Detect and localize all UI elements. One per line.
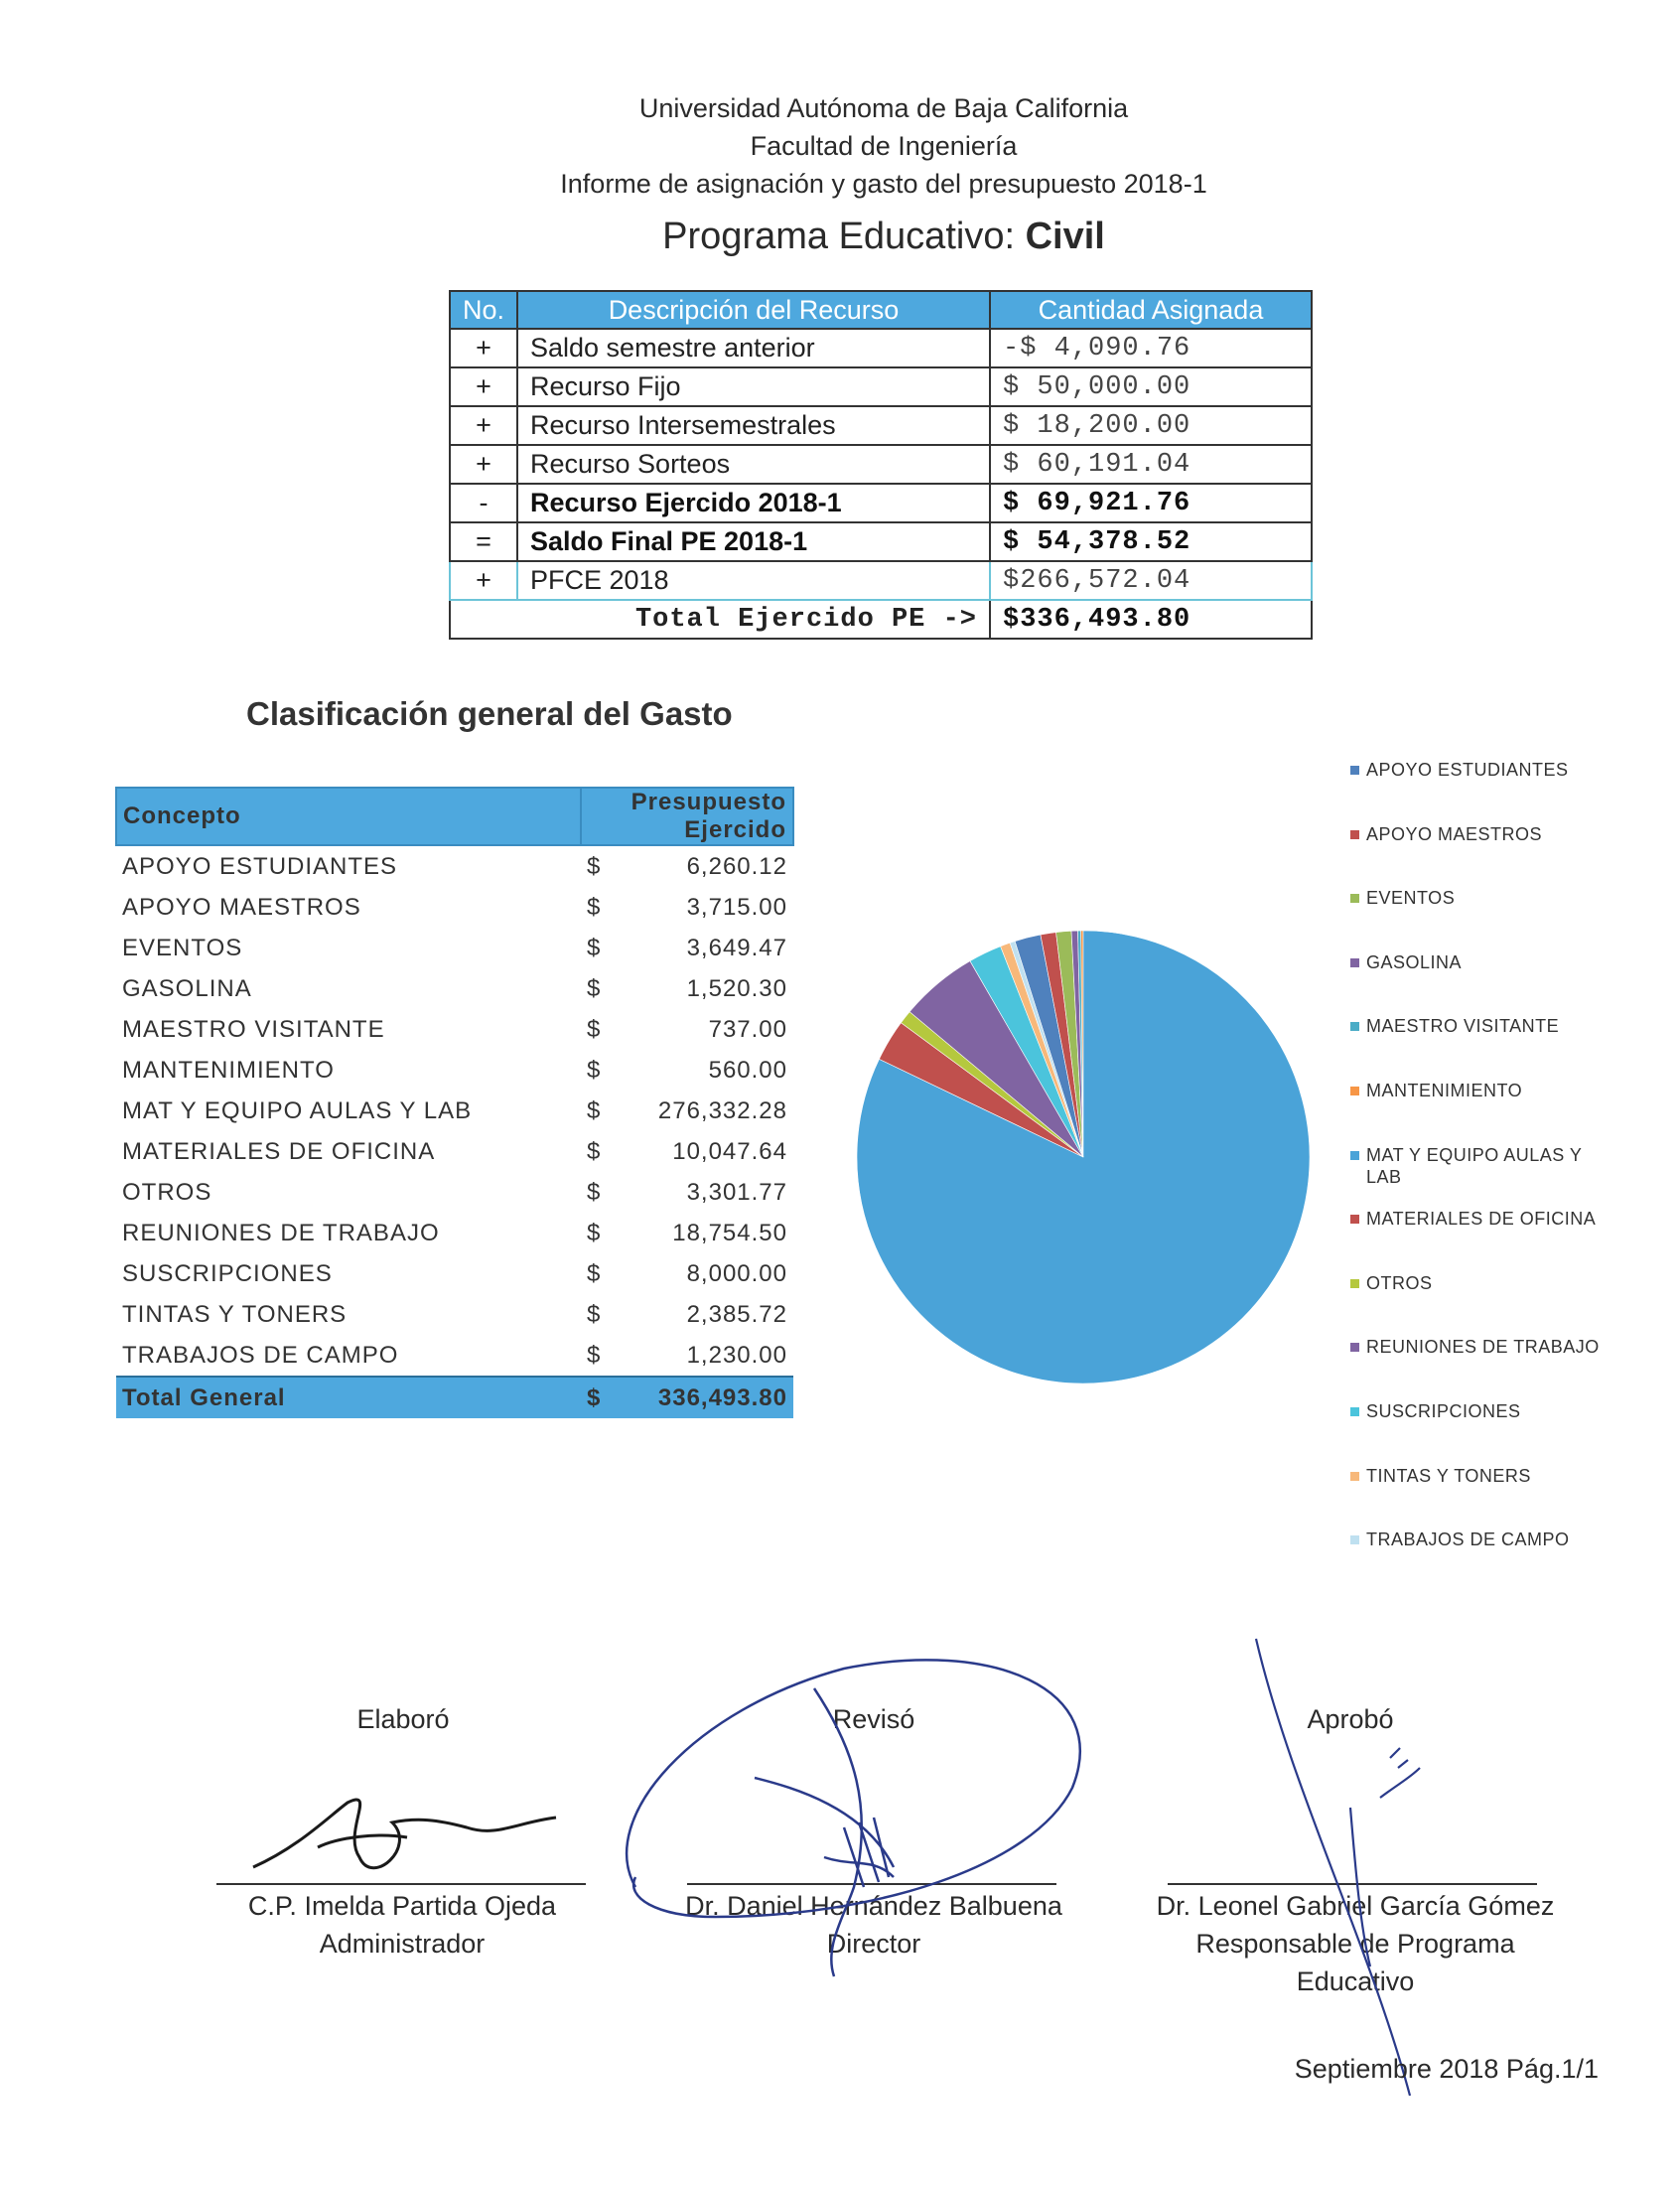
budget-total-amount: $336,493.80 [990,600,1312,639]
legend-label: MAT Y EQUIPO AULAS Y LAB [1366,1144,1583,1187]
legend-item [1348,887,1607,951]
expense-currency: $ [587,934,602,961]
budget-amount: $266,572.04 [990,561,1312,600]
signature-line [216,1883,586,1885]
expense-header-row [116,788,793,845]
legend-label: APOYO MAESTROS [1366,823,1543,844]
budget-sign: + [450,561,517,600]
expense-currency: $ [587,1178,602,1206]
budget-sign: + [450,367,517,406]
expense-row [116,1172,793,1213]
expense-concept: SUSCRIPCIONES [122,1259,333,1287]
signatory-name: Dr. Leonel Gabriel García Gómez [1156,1891,1555,1921]
signatory-title: Administrador [319,1929,486,1959]
budget-col-no: No. [450,291,517,329]
expense-concept: GASOLINA [122,974,252,1002]
expense-total-label: Total General [116,1377,581,1418]
budget-description: Recurso Intersemestrales [517,406,990,445]
legend-swatch [1350,1407,1359,1416]
budget-amount: $ 69,921.76 [990,484,1312,522]
expense-concept: REUNIONES DE TRABAJO [122,1219,440,1246]
legend-item [1348,951,1607,1016]
expense-currency: $ [587,1259,602,1287]
legend-label: TRABAJOS DE CAMPO [1366,1530,1570,1550]
legend-label: APOYO ESTUDIANTES [1366,760,1569,780]
budget-amount: $ 18,200.00 [990,406,1312,445]
legend-item [1348,1400,1607,1465]
expense-concept: APOYO MAESTROS [122,893,361,921]
faculty-name: Facultad de Ingeniería [750,131,1018,161]
program-name: Civil [1025,216,1105,257]
legend-swatch [1350,830,1359,839]
university-name: Universidad Autónoma de Baja California [638,93,1129,123]
expense-amount: 6,260.12 [686,852,787,880]
budget-row [450,406,1312,445]
expense-table-body [116,845,793,1377]
budget-row [450,484,1312,522]
expense-row [116,1009,793,1050]
legend-swatch [1350,1279,1359,1288]
budget-row [450,445,1312,484]
signatory-director [655,1887,1092,1963]
legend-item [1348,1336,1607,1400]
budget-description: Recurso Sorteos [517,445,990,484]
budget-amount: $ 60,191.04 [990,445,1312,484]
expense-currency: $ [587,1015,602,1043]
legend-label: GASOLINA [1366,951,1463,972]
expense-col-concept: Concepto [116,788,581,845]
legend-item [1348,1529,1607,1593]
legend-label: TINTAS Y TONERS [1366,1465,1531,1486]
legend-swatch [1350,1343,1359,1352]
legend-item [1348,1208,1607,1272]
expense-total-value: 336,493.80 [623,1377,793,1418]
legend-label: MATERIALES DE OFICINA [1366,1209,1597,1230]
budget-description: Recurso Ejercido 2018-1 [517,484,990,522]
expense-concept: MAT Y EQUIPO AULAS Y LAB [122,1096,473,1124]
legend-swatch [1350,1535,1359,1544]
expense-currency: $ [587,1056,602,1084]
signatory-title: Director [826,1929,921,1959]
expense-concept: MANTENIMIENTO [122,1056,335,1084]
signatory-title: Responsable de Programa Educativo [1195,1929,1515,1996]
budget-col-description: Descripción del Recurso [517,291,990,329]
signatory-name: Dr. Daniel Hernández Balbuena [685,1891,1062,1921]
expense-row [116,928,793,968]
legend-label: OTROS [1366,1272,1433,1293]
expense-concept: EVENTOS [122,934,243,961]
expense-row [116,968,793,1009]
expense-amount: 1,520.30 [686,974,787,1002]
expense-currency: $ [587,1341,602,1369]
expense-currency: $ [587,1096,602,1124]
expense-pie-chart [850,924,1317,1390]
expense-total-row [116,1377,793,1418]
budget-sign: - [450,484,517,522]
legend-item [1348,759,1607,823]
legend-swatch [1350,1472,1359,1481]
expense-currency: $ [587,1300,602,1328]
expense-concept: MAESTRO VISITANTE [122,1015,385,1043]
budget-description: Saldo Final PE 2018-1 [517,522,990,561]
budget-total-label: Total Ejercido PE -> [450,600,990,639]
budget-description: Recurso Fijo [517,367,990,406]
signature-role-reviso: Revisó [832,1704,915,1734]
legend-swatch [1350,1087,1359,1095]
legend-swatch [1350,1022,1359,1031]
expense-row [116,1050,793,1091]
budget-amount: $ 54,378.52 [990,522,1312,561]
signatory-name: C.P. Imelda Partida Ojeda [247,1891,557,1921]
legend-swatch [1350,894,1359,903]
page-footer: Septiembre 2018 Pág.1/1 [1294,2054,1599,2084]
expense-amount: 8,000.00 [686,1259,787,1287]
expense-amount: 737.00 [708,1015,787,1043]
budget-row [450,522,1312,561]
signature-line [1168,1883,1537,1885]
budget-amount: $ 50,000.00 [990,367,1312,406]
expense-amount: 3,301.77 [686,1178,787,1206]
expense-concept: TINTAS Y TONERS [122,1300,348,1328]
expense-row [116,1294,793,1335]
legend-swatch [1350,1215,1359,1224]
expense-concept: MATERIALES DE OFICINA [122,1137,436,1165]
expense-table [115,787,794,1418]
signature-role-elaboro: Elaboró [356,1704,450,1734]
expense-row [116,1091,793,1131]
signatory-responsable [1132,1887,1579,2000]
budget-sign: + [450,406,517,445]
legend-item [1348,1015,1607,1080]
expense-currency: $ [587,852,602,880]
expense-amount: 1,230.00 [686,1341,787,1369]
legend-label: MANTENIMIENTO [1366,1080,1523,1100]
document-header [0,89,1680,264]
signature-scribble-elaboro [253,1800,556,1868]
expense-amount: 3,649.47 [686,934,787,961]
budget-row [450,561,1312,600]
expense-amount: 10,047.64 [672,1137,787,1165]
expense-currency: $ [587,1219,602,1246]
expense-amount: 560.00 [708,1056,787,1084]
signatory-administrador [179,1887,626,1963]
expense-row [116,1131,793,1172]
legend-label: SUSCRIPCIONES [1366,1400,1521,1421]
legend-swatch [1350,1151,1359,1160]
expense-row [116,887,793,928]
expense-total-currency: $ [581,1377,623,1418]
legend-item [1348,1465,1607,1530]
program-title [0,209,1680,264]
legend-item [1348,823,1607,888]
budget-amount: -$ 4,090.76 [990,329,1312,367]
budget-row [450,329,1312,367]
expense-section-title: Clasificación general del Gasto [246,695,733,732]
budget-header-row [450,291,1312,329]
expense-row [116,1253,793,1294]
budget-description: PFCE 2018 [517,561,990,600]
budget-col-amount: Cantidad Asignada [990,291,1312,329]
legend-item [1348,1144,1607,1209]
budget-row [450,367,1312,406]
expense-row [116,845,793,887]
budget-description: Saldo semestre anterior [517,329,990,367]
expense-concept: APOYO ESTUDIANTES [122,852,398,880]
signature-line [687,1883,1056,1885]
expense-currency: $ [587,1137,602,1165]
legend-label: EVENTOS [1366,888,1456,909]
budget-total-row [450,600,1312,639]
budget-table [449,290,1313,640]
signature-role-aprobo: Aprobó [1307,1704,1394,1734]
legend-item [1348,1080,1607,1144]
budget-sign: = [450,522,517,561]
expense-currency: $ [587,893,602,921]
expense-amount: 2,385.72 [686,1300,787,1328]
expense-concept: TRABAJOS DE CAMPO [122,1341,399,1369]
expense-amount: 3,715.00 [686,893,787,921]
legend-label: REUNIONES DE TRABAJO [1366,1337,1600,1358]
expense-row [116,1335,793,1377]
legend-label: MAESTRO VISITANTE [1366,1016,1560,1037]
expense-currency: $ [587,974,602,1002]
budget-sign: + [450,445,517,484]
legend-swatch [1350,958,1359,967]
legend-swatch [1350,766,1359,775]
expense-row [116,1213,793,1253]
expense-col-amount: Presupuesto Ejercido [581,788,793,845]
budget-sign: + [450,329,517,367]
expense-amount: 276,332.28 [657,1096,787,1124]
program-label: Programa Educativo: [662,216,1016,257]
expense-amount: 18,754.50 [672,1219,787,1246]
legend-item [1348,1272,1607,1337]
report-title: Informe de asignación y gasto del presupuesto 2018-1 [560,169,1207,199]
expense-concept: OTROS [122,1178,212,1206]
pie-legend [1348,759,1607,1593]
